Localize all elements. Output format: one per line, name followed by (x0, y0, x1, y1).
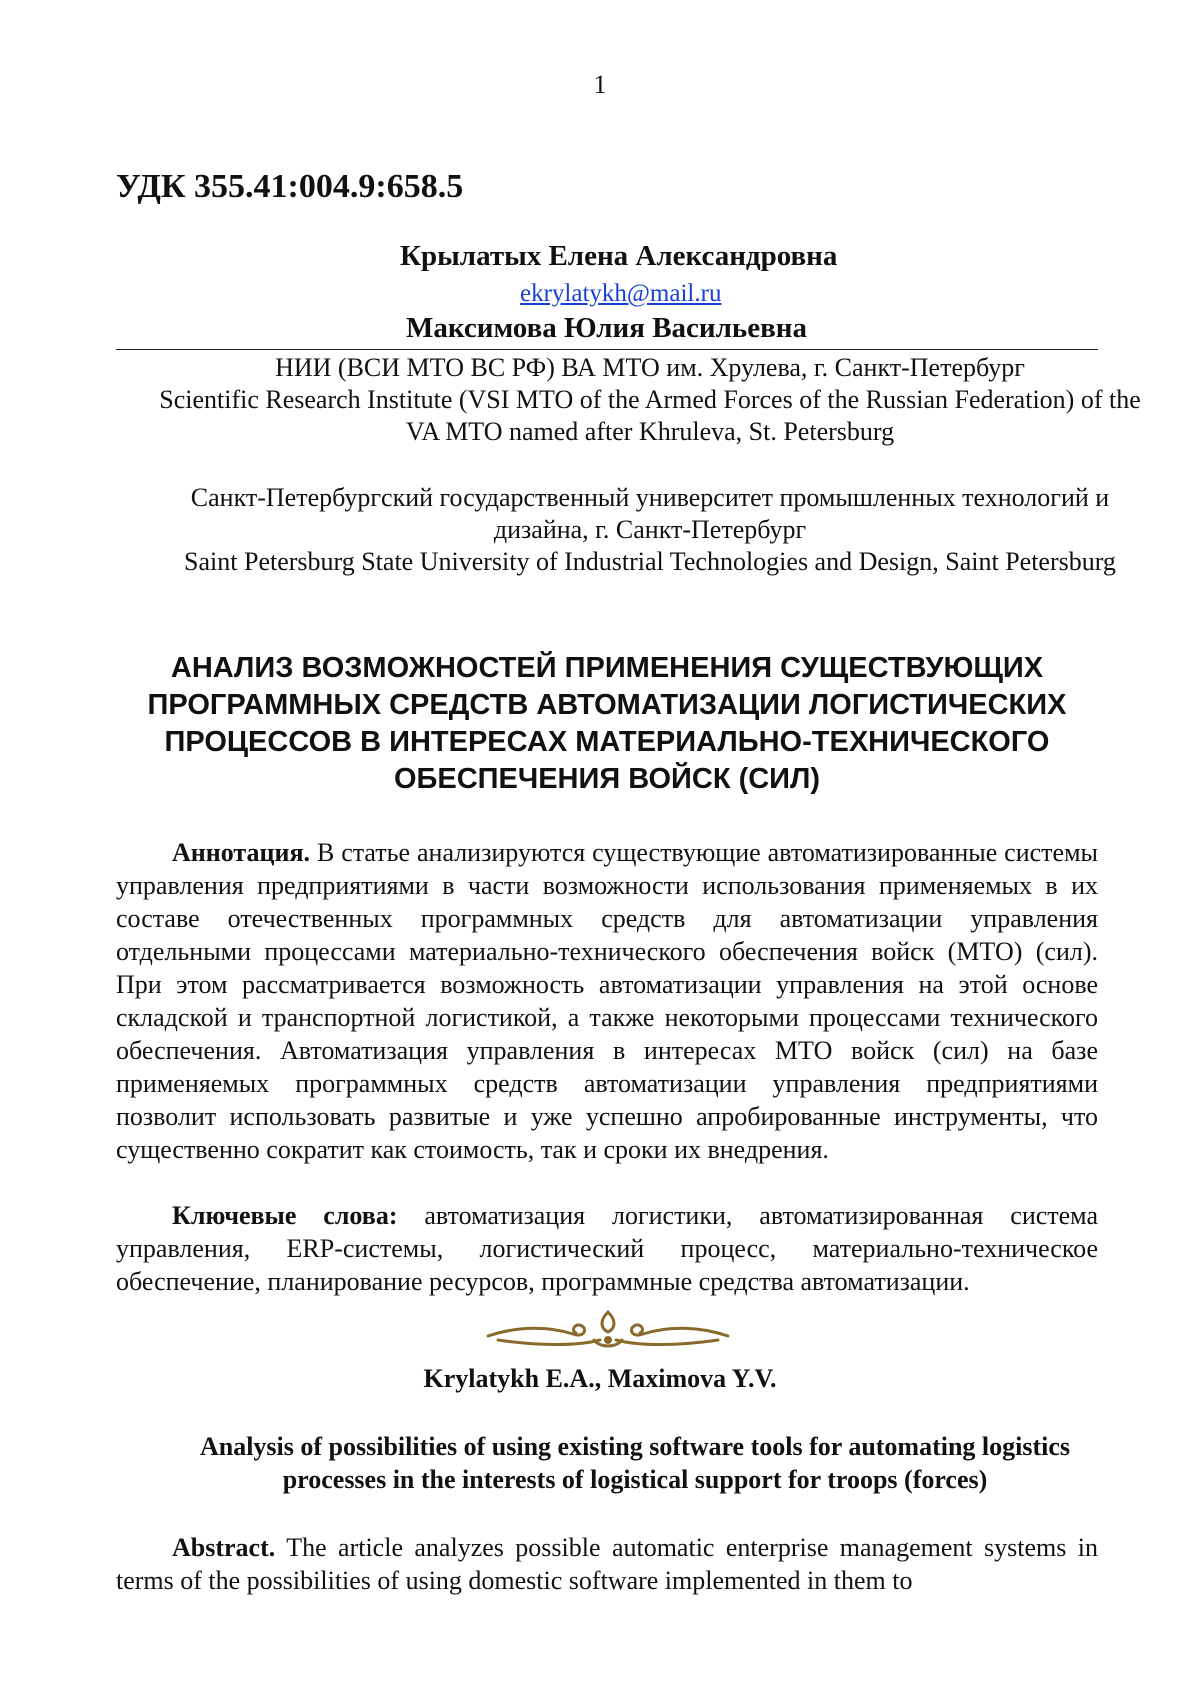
affiliation-2-ru: Санкт-Петербургский государственный университет промышленных технологий и дизайна, г. Санкт-Петербург (190, 483, 1110, 544)
annotation-label: Аннотация. (172, 838, 311, 867)
annotation-text: В статье анализируются существующие автоматизированные системы управления предприятиями в части возможности использования применяемых в их составе отечественных программных средств для автоматизации управления отдельными процессами материально-технического обеспечения войск (МТО) (сил). При этом рассматривается возможность автоматизации управления на этой основе складской и транспортной логистикой, а также некоторыми процессами технического обеспечения. Автоматизация управления в интересах МТО войск (сил) на базе применяемых программных средств автоматизации управления предприятиями позволит использовать развитые и уже успешно апробированные инструменты, что существенно сократит как стоимость, так и сроки их внедрения. (116, 838, 1098, 1164)
affiliation-1-ru: НИИ (ВСИ МТО ВС РФ) ВА МТО им. Хрулева, г. Санкт-Петербург (275, 353, 1025, 382)
page-number: 1 (593, 70, 607, 99)
abstract-label: Abstract. (172, 1533, 276, 1562)
decorative-ornament (478, 1300, 738, 1360)
author-1-name: Крылатых Елена Александровна (400, 240, 838, 272)
keywords-label: Ключевые слова: (172, 1201, 398, 1230)
article-title-en: Analysis of possibilities of using existing software tools for automating logistics processes in the interests of logistical support for troops (forces) (199, 1432, 1071, 1494)
affiliation-2-en: Saint Petersburg State University of Industrial Technologies and Design, Saint Petersburg (184, 547, 1116, 576)
affiliation-1-en: Scientific Research Institute (VSI MTO of the Armed Forces of the Russian Federation) of the VA MTO named after Khruleva, St. Petersburg (159, 385, 1141, 446)
keywords-paragraph (116, 1199, 1098, 1298)
udk-code: УДК 355.41:004.9:658.5 (116, 168, 464, 205)
article-title-ru: АНАЛИЗ ВОЗМОЖНОСТЕЙ ПРИМЕНЕНИЯ СУЩЕСТВУЮЩИХ ПРОГРАММНЫХ СРЕДСТВ АВТОМАТИЗАЦИИ ЛОГИСТИЧЕСКИХ ПРОЦЕССОВ В ИНТЕРЕСАХ МАТЕРИАЛЬНО-ТЕХНИЧЕСКОГО ОБЕСПЕЧЕНИЯ ВОЙСК (СИЛ) (147, 652, 1067, 795)
author-2-name: Максимова Юлия Васильевна (406, 312, 807, 344)
keywords-text: автоматизация логистики, автоматизированная система управления, ERP-системы, логистический процесс, материально-техническое обеспечение, планирование ресурсов, программные средства автоматизации. (116, 1201, 1098, 1296)
header-divider (116, 349, 1098, 350)
annotation-paragraph (116, 836, 1098, 1166)
abstract-paragraph (116, 1531, 1098, 1597)
author-email-link[interactable]: ekrylatykh@mail.ru (520, 280, 722, 307)
authors-en: Krylatykh E.A., Maximova Y.V. (423, 1364, 777, 1393)
abstract-text: The article analyzes possible automatic enterprise management systems in terms of the possibilities of using domestic software implemented in them to (116, 1533, 1098, 1595)
affiliation-1 (150, 352, 1150, 448)
affiliation-2 (150, 482, 1150, 578)
